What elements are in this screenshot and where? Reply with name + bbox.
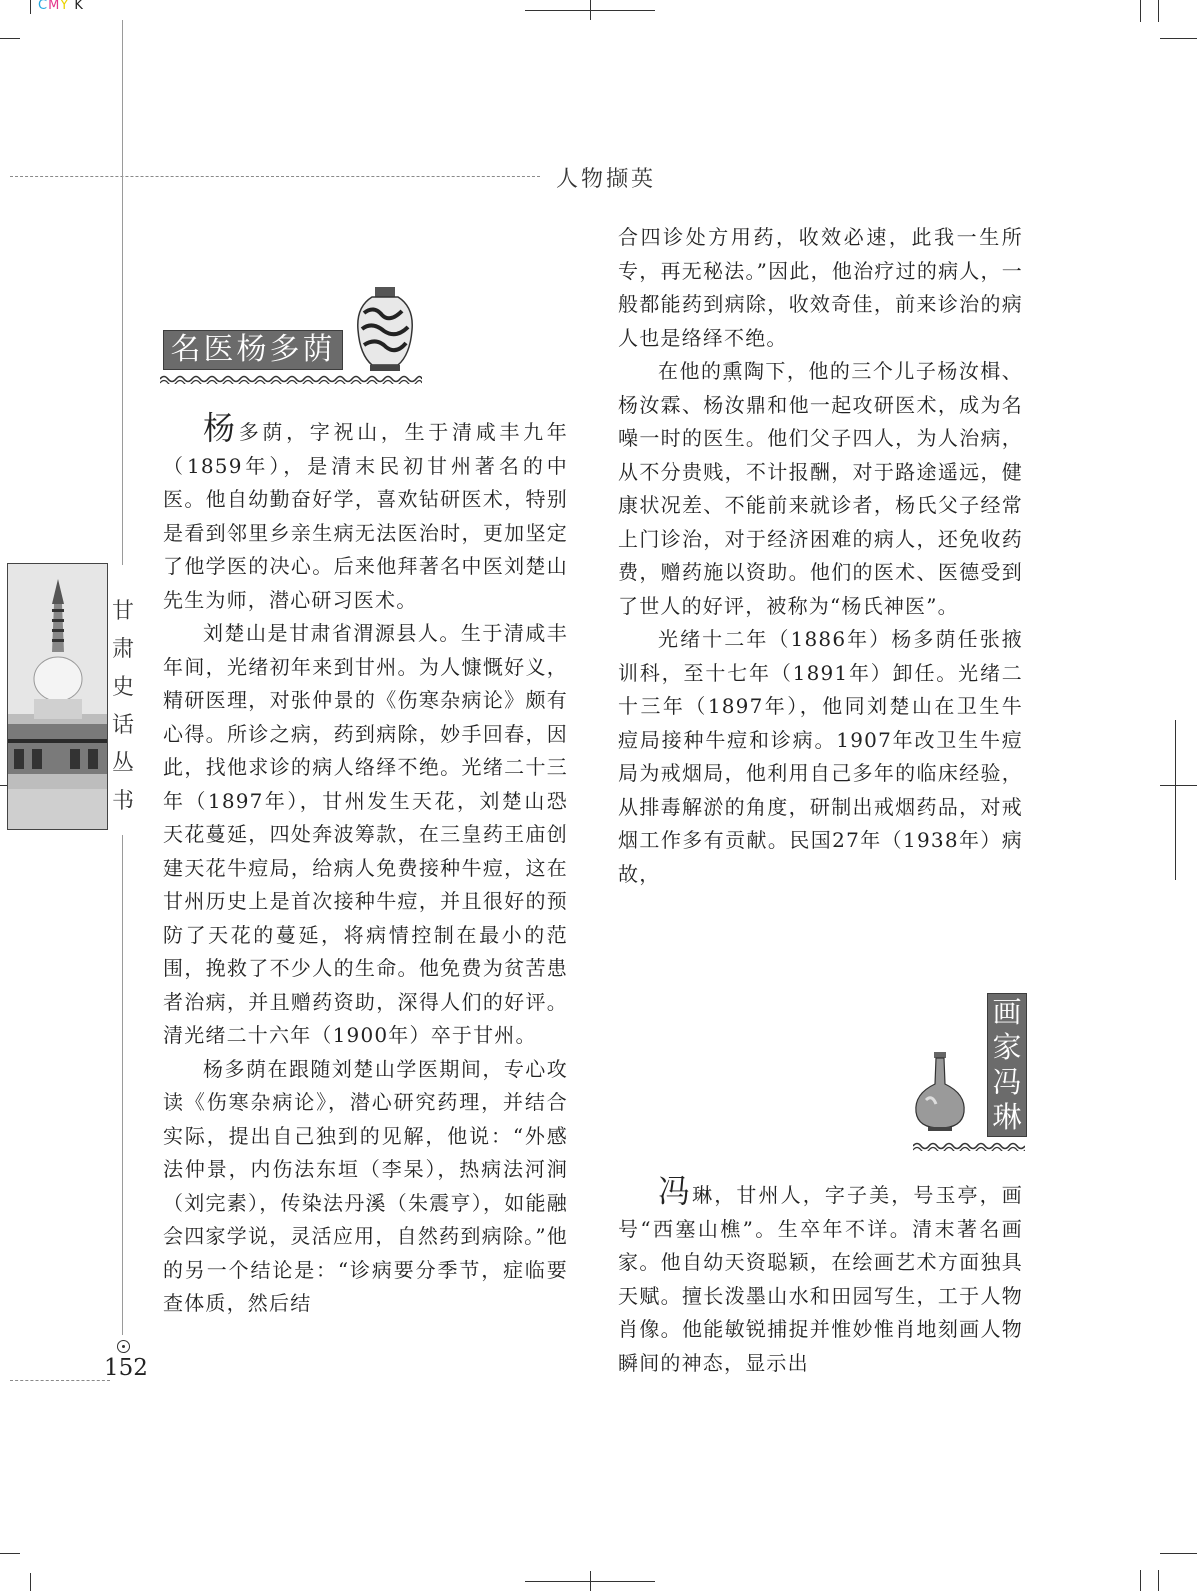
crop-mark: [1140, 0, 1141, 22]
series-title-char: 史: [111, 675, 134, 700]
paragraph: 在他的熏陶下，他的三个儿子杨汝楫、杨汝霖、杨汝鼎和他一起攻研医术，成为名噪一时的医生。他们父子四人，为人治病，从不分贵贱，不计报酬，对于路途遥远，健康状况差、不能前来就诊者，杨氏父子经常上门诊治，对于经济困难的病人，还免收药费，赠药施以资助。他们的医术、医德受到了世人的好评，被称为“杨氏神医”。: [618, 359, 1023, 618]
pagoda-photo: [7, 563, 108, 830]
section-title-feng-lin: [987, 993, 1027, 1137]
drop-cap: 杨: [203, 409, 239, 447]
right-column-section2: [618, 1172, 1024, 1380]
footer-dashed-rule: [10, 1380, 110, 1381]
paragraph-text: 琳，甘州人，字子美，号玉亭，画号“西塞山樵”。生卒年不详。清末著名画家。他自幼天资聪颖，在绘画艺术方面独具天赋。擅长泼墨山水和田园写生，工于人物肖像。他能敏锐捕捉并惟妙惟肖地刻画人物瞬间的神态，显示出: [618, 1183, 1024, 1375]
title-char: 画: [992, 995, 1022, 1029]
paragraph: 杨多荫在跟随刘楚山学医期间，专心攻读《伤寒杂病论》，潜心研究药理，并结合实际，提出自己独到的见解，他说：“外感法仲景，内伤法东垣（李杲），热病法河涧（刘完素），传染法丹溪（朱震亨），如能融会四家学说，灵活应用，自然药到病除。”他的另一个结论是：“诊病要分季节，症临要查体质，然后结: [163, 1056, 568, 1315]
title-char: 家: [992, 1030, 1022, 1064]
crop-mark: [1140, 1570, 1141, 1591]
registration-mark: [590, 0, 591, 20]
cmyk-k: K: [74, 0, 84, 13]
cmyk-m: M: [48, 0, 61, 13]
paragraph-text: 多荫，字祝山，生于清咸丰九年（1859年），是清末民初甘州著名的中医。他自幼勤奋好学，喜欢钻研医术，特别是看到邻里乡亲生病无法医治时，更加坚定了他学医的决心。后来他拜著名中医刘楚山先生为师，潜心研习医术。: [163, 420, 568, 612]
title-char: 冯: [992, 1065, 1022, 1099]
series-title-char: 甘: [111, 599, 134, 624]
page-number-ornament: [117, 1340, 130, 1353]
running-header: 人物撷英: [556, 167, 657, 192]
left-column: [163, 409, 568, 1321]
crop-mark: [1158, 0, 1159, 22]
title-char: 琳: [992, 1100, 1022, 1134]
pagoda-illustration: [8, 564, 107, 829]
title-wave-underline: [913, 1141, 1025, 1151]
bottle-vase-icon: [912, 1050, 968, 1132]
series-title-char: 话: [111, 713, 134, 738]
series-title-char: 书: [111, 789, 134, 814]
right-column: [618, 221, 1023, 891]
cmyk-c: C: [38, 0, 49, 13]
series-title-char: 丛: [111, 751, 134, 776]
series-title-char: 肃: [111, 637, 134, 662]
registration-mark: [590, 1571, 591, 1591]
paragraph: 刘楚山是甘肃省渭源县人。生于清咸丰年间，光绪初年来到甘州。为人慷慨好义，精研医理，对张仲景的《伤寒杂病论》颇有心得。所诊之病，药到病除，妙手回春，因此，找他求诊的病人络绎不绝。光绪二十三年（1897年），甘州发生天花，刘楚山恐天花蔓延，四处奔波筹款，在三皇药王庙创建天花牛痘局，给病人免费接种牛痘，这在甘州历史上是首次接种牛痘，并且很好的预防了天花的蔓延，将病情控制在最小的范围，挽救了不少人的生命。他免费为贫苦患者治病，并且赠药资助，深得人们的好评。清光绪二十六年（1900年）卒于甘州。: [163, 621, 568, 1047]
paragraph: [163, 409, 568, 617]
sidebar-rule: [122, 20, 123, 565]
paragraph: [618, 1172, 1024, 1380]
cmyk-y: Y: [60, 0, 70, 13]
crop-mark: [0, 1553, 20, 1554]
crop-mark: [30, 1573, 31, 1591]
porcelain-vase-icon: [350, 285, 420, 377]
section-title-yang-duoyin: 名医杨多荫: [163, 330, 343, 370]
drop-cap: 冯: [658, 1172, 693, 1210]
crop-mark: [0, 38, 20, 39]
crop-mark: [1158, 1570, 1159, 1591]
crop-mark: [1160, 1553, 1197, 1554]
sidebar-rule: [122, 835, 123, 1335]
paragraph: 光绪十二年（1886年）杨多荫任张掖训科，至十七年（1891年）卸任。光绪二十三年（1897年），他同刘楚山在卫生牛痘局接种牛痘和诊病。1907年改卫生牛痘局为戒烟局，他利用自己多年的临床经验，从排毒解淤的角度，研制出戒烟药品，对戒烟工作多有贡献。民国27年（1938年）病故，: [618, 627, 1023, 886]
series-title: [109, 593, 137, 821]
crop-mark: [30, 0, 31, 14]
cmyk-color-bar: [38, 0, 84, 13]
registration-mark: [1160, 785, 1197, 786]
paragraph: 合四诊处方用药，收效必速，此我一生所专，再无秘法。”因此，他治疗过的病人，一般都能药到病除，收效奇佳，前来诊治的病人也是络绎不绝。: [618, 225, 1023, 350]
registration-mark: [1175, 720, 1176, 880]
crop-mark: [1160, 38, 1197, 39]
header-dashed-rule: [10, 176, 540, 177]
page-number: 152: [104, 1355, 148, 1381]
title-wave-underline: [160, 374, 422, 384]
